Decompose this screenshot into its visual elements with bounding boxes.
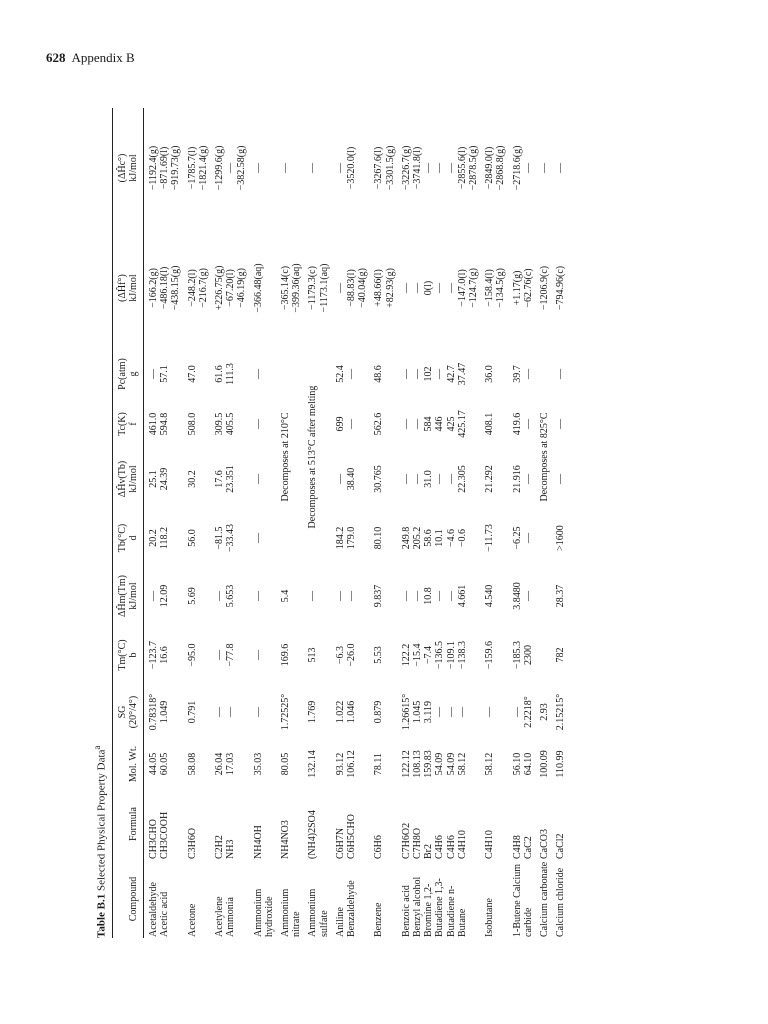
table-cell: Ammonium hydroxide — [252, 888, 275, 937]
table-cell: +226.75(g) −67.20(l) −46.19(g) — [214, 265, 248, 311]
table-cell: Acetaldehyde Acetic acid — [148, 882, 171, 937]
table-row — [396, 108, 479, 938]
table-cell: 30.765 — [373, 465, 385, 493]
table-cell: −3267.6(l) −3301.5(g) — [373, 145, 396, 191]
table-cell: 44.05 60.05 — [148, 752, 171, 776]
table-cell: 513 — [307, 647, 319, 663]
table-cell: 58.12 — [484, 752, 496, 776]
table-cell: −1179.3(c) −1173.1(aq) — [307, 263, 330, 313]
table-row — [209, 108, 248, 938]
table-cell: −6.3 −26.0 — [334, 643, 358, 667]
table-row — [182, 108, 209, 938]
table-cell: — — 0(l) — — −147.0(l) −124.7(g) — [400, 268, 480, 308]
table-cell: 169.6 — [280, 643, 292, 667]
table-cell: −185.3 2300 — [511, 640, 534, 670]
table-cell: 5.53 — [373, 646, 385, 664]
property-table — [114, 108, 567, 938]
table-cell: −3226.7(g) −3741.8(l) — — — −2855.6(l) −2878.5(g) — [400, 145, 480, 191]
column-header-main: (ΔĤc°) — [117, 153, 128, 183]
table-cell: 21.916 — — [511, 465, 534, 493]
row-note: Decomposes at 513°C after melting — [307, 385, 319, 529]
table-cell: Ammonium nitrate — [280, 888, 303, 937]
table-cell: C4H8 CaC2 — [511, 835, 534, 859]
table-cell: — — [484, 707, 496, 717]
column-header-main: Pc(atm) — [117, 358, 128, 390]
table-cell: — −88.83(l) −40.04(g) — [334, 268, 369, 308]
table-row — [368, 108, 395, 938]
table-cell: — — [252, 163, 264, 173]
table-cell: 20.2 118.2 — [148, 526, 171, 550]
table-cell: 80.10 — [373, 526, 385, 550]
table-cell: 3.8480 — — [511, 582, 534, 610]
table-cell: 25.1 24.39 — [148, 467, 171, 491]
header-row — [114, 108, 143, 938]
table-cell: 419.6 — — [511, 412, 534, 436]
table-cell: 39.7 — — [511, 365, 534, 383]
table-cell: CaCO3 — [539, 829, 551, 859]
table-cell: — — 10.8 — — 4.661 — [400, 584, 468, 608]
table-cell: 5.69 — [186, 587, 198, 605]
table-cell: 2.93 — [539, 703, 551, 721]
table-cell: — 38.40 — [334, 467, 358, 491]
table-cell: — — [280, 163, 292, 173]
table-cell — [534, 626, 550, 684]
rotated-table-block — [92, 108, 692, 938]
table-cell: — — [555, 474, 567, 484]
column-header-sub: f — [128, 422, 139, 426]
page-section: Appendix B — [71, 50, 135, 65]
table-cell: 4.540 — [484, 584, 496, 608]
table-row — [302, 108, 329, 938]
table-cell: 0.791 — [186, 700, 198, 724]
column-header-sub: kJ/mol — [128, 274, 139, 302]
column-header — [114, 566, 143, 626]
table-cell: −166.2(g) −486.18(l) −438.15(g) — [148, 265, 182, 311]
table-cell: 52.4 — — [334, 365, 358, 383]
table-cell: 2.15215° — [555, 693, 567, 731]
table-cell: 28.37 — [555, 584, 567, 608]
table-cell: 1.769 — [307, 700, 319, 724]
table-cell: — — 102 — 42.7 37.47 — [400, 362, 468, 386]
table-cell: −365.14(c) −399.36(aq) — [280, 263, 303, 313]
table-cell: 78.11 — [373, 752, 385, 776]
table-cell: — — [252, 707, 264, 717]
table-cell: — — [539, 163, 551, 173]
table-title — [92, 746, 108, 939]
table-cell: 56.0 — [186, 529, 198, 547]
table-cell: 782 — [555, 647, 567, 663]
table-cell: −248.2(l) −216.7(g) — [186, 268, 209, 308]
table-title-label: Table B.1 — [95, 893, 108, 938]
table-cell: 93.12 106.12 — [334, 750, 358, 778]
table-row — [479, 108, 506, 938]
table-cell: −123.7 16.6 — [148, 640, 171, 670]
table-row — [534, 108, 550, 938]
table-cell: 110.99 — [555, 750, 567, 778]
table-cell: CaCl2 — [555, 833, 567, 859]
table-cell: −158.4(l) −134.5(g) — [484, 268, 507, 308]
table-cell: 21.292 — [484, 465, 496, 493]
table-cell: — — [252, 369, 264, 379]
column-header-main: Compound — [128, 876, 139, 922]
table-cell: −6.25 — — [511, 526, 534, 550]
table-cell: Benzoic acid Benzyl alcohol Bromine 1,2-Butadiene 1,3-Butadiene n-Butane — [400, 876, 468, 937]
table-title-text: Selected Physical Property Data — [95, 749, 108, 892]
table-cell: 461.0 594.8 — [148, 412, 171, 436]
table-cell: 48.6 — [373, 365, 385, 383]
table-cell: 26.04 17.03 — [214, 752, 237, 776]
table-cell: 699 — — [334, 416, 358, 432]
table-cell: 508.0 — [186, 412, 198, 436]
column-header-main: (ΔĤf°) — [117, 274, 128, 302]
table-title-sup: a — [92, 745, 102, 750]
table-cell: NH4OH — [252, 825, 264, 859]
table-cell: — — — [334, 591, 358, 601]
table-row — [248, 108, 275, 938]
table-cell: — — [307, 591, 319, 601]
table-cell: 5.4 — [280, 589, 292, 603]
table-cell: — 2.2218° — [511, 696, 534, 728]
table-cell: +1.17(g) −62.76(c) — [511, 268, 534, 308]
table-cell: 58.08 — [186, 752, 198, 776]
table-cell: −159.6 — [484, 640, 496, 670]
table-cell: 47.0 — [186, 365, 198, 383]
table-row — [330, 108, 369, 938]
table-cell: 9.837 — [373, 584, 385, 608]
row-note: Decomposes at 825°C — [539, 412, 551, 502]
column-header — [114, 740, 143, 788]
table-cell: 122.12 108.13 159.83 54.09 54.09 58.12 — [400, 750, 468, 778]
table-cell: >1600 — [555, 525, 567, 551]
column-header — [114, 348, 143, 400]
table-cell: −794.96(c) — [555, 265, 567, 311]
column-header — [114, 626, 143, 684]
table-cell: — — [252, 474, 264, 484]
table-cell: (NH4)2SO4 — [307, 810, 319, 859]
table-cell: Isobutane — [484, 898, 496, 937]
table-cell: 35.03 — [252, 752, 264, 776]
table-cell: 100.09 — [539, 750, 551, 778]
column-header — [114, 510, 143, 566]
table-cell: 309.5 405.5 — [214, 412, 237, 436]
table-cell: C6H7N C6H5CHO — [334, 813, 358, 859]
table-cell: C2H2 NH3 — [214, 835, 237, 859]
table-cell: 408.1 — [484, 412, 496, 436]
table-cell: — −77.8 — [214, 643, 237, 667]
table-row — [550, 108, 566, 938]
table-cell: −2718.6(g) — — [511, 145, 534, 191]
table-cell: — 57.1 — [148, 365, 171, 383]
table-cell: 1.72525° — [280, 693, 292, 731]
table-cell: C7H6O2 C7H8O Br2 C4H6 C4H6 C4H10 — [400, 822, 468, 859]
page-number: 628 — [46, 50, 66, 65]
column-header-main: Tc(K) — [117, 412, 128, 436]
table-cell: — — 31.0 — — 22.305 — [400, 465, 468, 493]
table-cell: — 5.653 — [214, 584, 237, 608]
table-cell: 249.8 205.2 58.6 10.1 −4.6 −0.6 — [400, 526, 468, 550]
table-cell: — — [252, 591, 264, 601]
column-header — [114, 108, 143, 228]
table-cell: C4H10 — [484, 830, 496, 859]
table-cell: 1-Butene Calcium carbide — [511, 863, 534, 937]
header-rule — [143, 108, 144, 938]
column-header-main: ΔĤv(Tb) — [117, 460, 128, 498]
column-header-sub: b — [128, 652, 139, 658]
column-header-main: Tm(°C) — [117, 639, 128, 671]
table-cell: 17.6 23.351 — [214, 465, 237, 493]
table-cell: 184.2 179.0 — [334, 526, 358, 550]
column-header — [114, 400, 143, 448]
table-cell: 1.26615° 1.045 3.119 — — — — [400, 693, 468, 731]
table-cell: — — [252, 650, 264, 660]
column-header — [114, 860, 143, 938]
column-header-sub: kJ/mol — [128, 465, 139, 493]
table-cell: C3H6O — [186, 827, 198, 859]
table-cell: C6H6 — [373, 835, 385, 859]
column-header — [114, 684, 143, 740]
table-row — [143, 108, 182, 938]
table-cell: Benzene — [373, 902, 385, 937]
column-header-sub: d — [128, 535, 139, 541]
column-header — [114, 448, 143, 510]
table-cell: — — [555, 369, 567, 379]
table-cell: — — [252, 419, 264, 429]
column-header-sub: (20°/4°) — [128, 695, 139, 729]
column-header-sub: kJ/mol — [128, 582, 139, 610]
table-cell: −95.0 — [186, 643, 198, 667]
table-cell: Aniline Benzaldehyde — [334, 880, 358, 937]
column-header-main: Formula — [128, 807, 139, 841]
table-cell: −1785.7(l) −1821.4(g) — [186, 145, 209, 191]
table-cell: 61.6 111.3 — [214, 363, 237, 385]
table-row — [507, 108, 534, 938]
top-rule — [112, 108, 113, 938]
table-body — [143, 108, 567, 938]
table-cell: −2849.0(l) −2868.8(g) — [484, 145, 507, 191]
table-cell — [534, 566, 550, 626]
row-note: Decomposes at 210°C — [280, 412, 292, 502]
column-header — [114, 788, 143, 860]
column-header-main: Tb(°C) — [117, 523, 128, 553]
column-header-main: ΔĤm(Tm) — [117, 575, 128, 617]
table-cell: Ammonium sulfate — [307, 888, 330, 937]
table-cell: — — [555, 419, 567, 429]
column-header-main: Mol. Wt. — [128, 745, 139, 783]
table-cell: Acetone — [186, 903, 198, 937]
table-cell: −366.48(aq) — [252, 263, 264, 313]
table-cell: 30.2 — [186, 470, 198, 488]
column-header-sub: g — [128, 371, 139, 377]
table-cell: CH3CHO CH3COOH — [148, 811, 171, 859]
table-row — [275, 108, 302, 938]
table-cell: Calcium carbonate — [539, 861, 551, 937]
table-cell: −1206.9(c) — [539, 265, 551, 311]
table-cell: — — [252, 533, 264, 543]
table-cell: — −3520.0(l) — [334, 146, 358, 190]
page-header — [46, 50, 135, 66]
table-cell: Acetylene Ammonia — [214, 896, 237, 937]
table-cell: 36.0 — [484, 365, 496, 383]
column-header-sub: kJ/mol — [128, 154, 139, 182]
table-cell: 562.6 — [373, 412, 385, 436]
table-cell: — 12.09 — [148, 584, 171, 608]
table-cell: 122.2 −15.4 −7.4 −136.5 −109.1 −138.3 — [400, 640, 468, 670]
table-cell: — — — [214, 707, 237, 717]
table-cell: 1.022 1.046 — [334, 700, 358, 724]
table-cell: −11.73 — [484, 524, 496, 552]
column-header-main: SG — [117, 705, 128, 719]
table-cell: — — [555, 163, 567, 173]
table-cell: — — 584 446 425 425.17 — [400, 410, 468, 438]
column-header — [114, 228, 143, 348]
table-cell: +48.66(l) +82.93(g) — [373, 268, 396, 308]
table-cell: 56.10 64.10 — [511, 752, 534, 776]
table-cell: NH4NO3 — [280, 820, 292, 859]
table-cell: — — [307, 163, 319, 173]
table-cell: −81.5 −33.43 — [214, 523, 237, 553]
table-cell: 0.879 — [373, 700, 385, 724]
table-cell: −1299.6(g) — −382.58(g) — [214, 145, 248, 191]
table-cell: 132.14 — [307, 750, 319, 778]
table-cell: Calcium chloride — [555, 867, 567, 937]
table-cell: 0.78318° 1.049 — [148, 693, 171, 731]
table-cell: 80.05 — [280, 752, 292, 776]
table-cell: −1192.4(g) −871.69(l) −919.73(g) — [148, 145, 182, 191]
